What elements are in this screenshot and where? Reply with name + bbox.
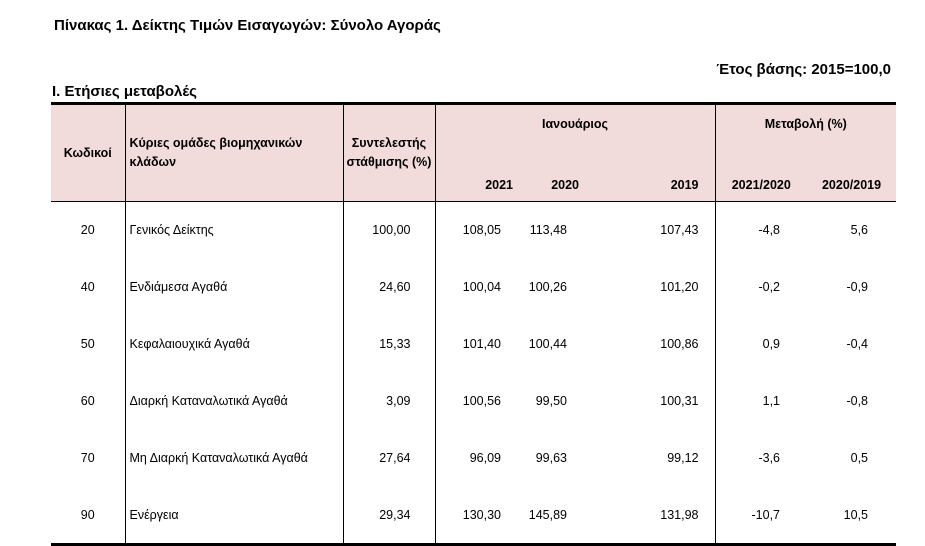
cell-2019: 99,12 <box>667 450 699 465</box>
header-code: Κωδικοί <box>51 104 125 202</box>
cell-2021: 101,40 <box>435 315 525 372</box>
header-weight: Συντελεστής στάθμισης (%) <box>343 104 435 202</box>
table-row <box>51 202 896 259</box>
cell-weight: 24,60 <box>343 258 435 315</box>
cell-change-2021-2020: 1,1 <box>715 372 807 429</box>
cell-2021: 100,56 <box>435 372 525 429</box>
cell-change-2020-2019: -0,8 <box>846 393 869 408</box>
cell-change-2020-2019: -0,9 <box>846 279 869 294</box>
cell-2019: 100,31 <box>660 393 699 408</box>
cell-change-2020-2019: 0,5 <box>850 450 869 465</box>
header-change-2021-2020: 2021/2020 <box>715 159 807 202</box>
cell-name: Ενέργεια <box>125 486 343 545</box>
cell-2019: 100,86 <box>660 336 699 351</box>
cell-name: Κεφαλαιουχικά Αγαθά <box>125 315 343 372</box>
cell-2020: 100,26 <box>528 279 567 294</box>
table-row <box>51 315 896 372</box>
cell-change-2021-2020: 0,9 <box>715 315 807 372</box>
cell-change-2021-2020: -3,6 <box>715 429 807 486</box>
base-year-note: Έτος βάσης: 2015=100,0 <box>716 61 891 78</box>
cell-weight: 15,33 <box>343 315 435 372</box>
import-price-index-table <box>51 102 896 546</box>
cell-weight: 100,00 <box>343 202 435 259</box>
cell-name: Ενδιάμεσα Αγαθά <box>125 258 343 315</box>
cell-weight: 3,09 <box>343 372 435 429</box>
cell-code: 70 <box>80 450 95 465</box>
section-heading: Ι. Ετήσιες μεταβολές <box>52 83 197 100</box>
cell-weight: 27,64 <box>343 429 435 486</box>
table-row <box>51 429 896 486</box>
cell-name: Διαρκή Καταναλωτικά Αγαθά <box>125 372 343 429</box>
cell-change-2020-2019: 10,5 <box>843 507 869 522</box>
cell-code: 20 <box>80 223 95 237</box>
cell-name: Μη Διαρκή Καταναλωτικά Αγαθά <box>125 429 343 486</box>
header-year-2019: 2019 <box>615 159 715 202</box>
header-groups: Κύριες ομάδες βιομηχανικών κλάδων <box>125 104 343 202</box>
header-january: Ιανουάριος <box>435 104 715 160</box>
cell-code: 60 <box>80 393 95 408</box>
cell-change-2021-2020: -0,2 <box>715 258 807 315</box>
cell-2021: 100,04 <box>435 258 525 315</box>
header-year-2020: 2020 <box>525 159 615 202</box>
cell-change-2021-2020: -10,7 <box>715 486 807 545</box>
cell-weight: 29,34 <box>343 486 435 545</box>
cell-code: 90 <box>80 507 95 522</box>
cell-2021: 130,30 <box>435 486 525 545</box>
cell-2020: 145,89 <box>528 507 567 522</box>
table-row <box>51 258 896 315</box>
header-change: Μεταβολή (%) <box>715 104 896 160</box>
cell-change-2021-2020: -4,8 <box>715 202 807 259</box>
cell-2020: 99,50 <box>535 393 567 408</box>
cell-2021: 96,09 <box>435 429 525 486</box>
cell-2020: 99,63 <box>535 450 567 465</box>
cell-2019: 131,98 <box>660 507 699 522</box>
cell-2020: 100,44 <box>528 336 567 351</box>
table-title: Πίνακας 1. Δείκτης Τιμών Εισαγωγών: Σύνολο Αγοράς <box>54 17 441 34</box>
cell-2019: 107,43 <box>660 223 699 237</box>
table-row <box>51 372 896 429</box>
cell-2019: 101,20 <box>660 279 699 294</box>
cell-change-2020-2019: -0,4 <box>846 336 869 351</box>
header-year-2021: 2021 <box>435 159 525 202</box>
cell-change-2020-2019: 5,6 <box>850 223 869 237</box>
cell-2021: 108,05 <box>435 202 525 259</box>
cell-2020: 113,48 <box>529 223 567 237</box>
cell-code: 50 <box>80 336 95 351</box>
table-row <box>51 486 896 545</box>
cell-code: 40 <box>80 279 95 294</box>
header-change-2020-2019: 2020/2019 <box>807 159 896 202</box>
cell-name: Γενικός Δείκτης <box>125 202 343 259</box>
